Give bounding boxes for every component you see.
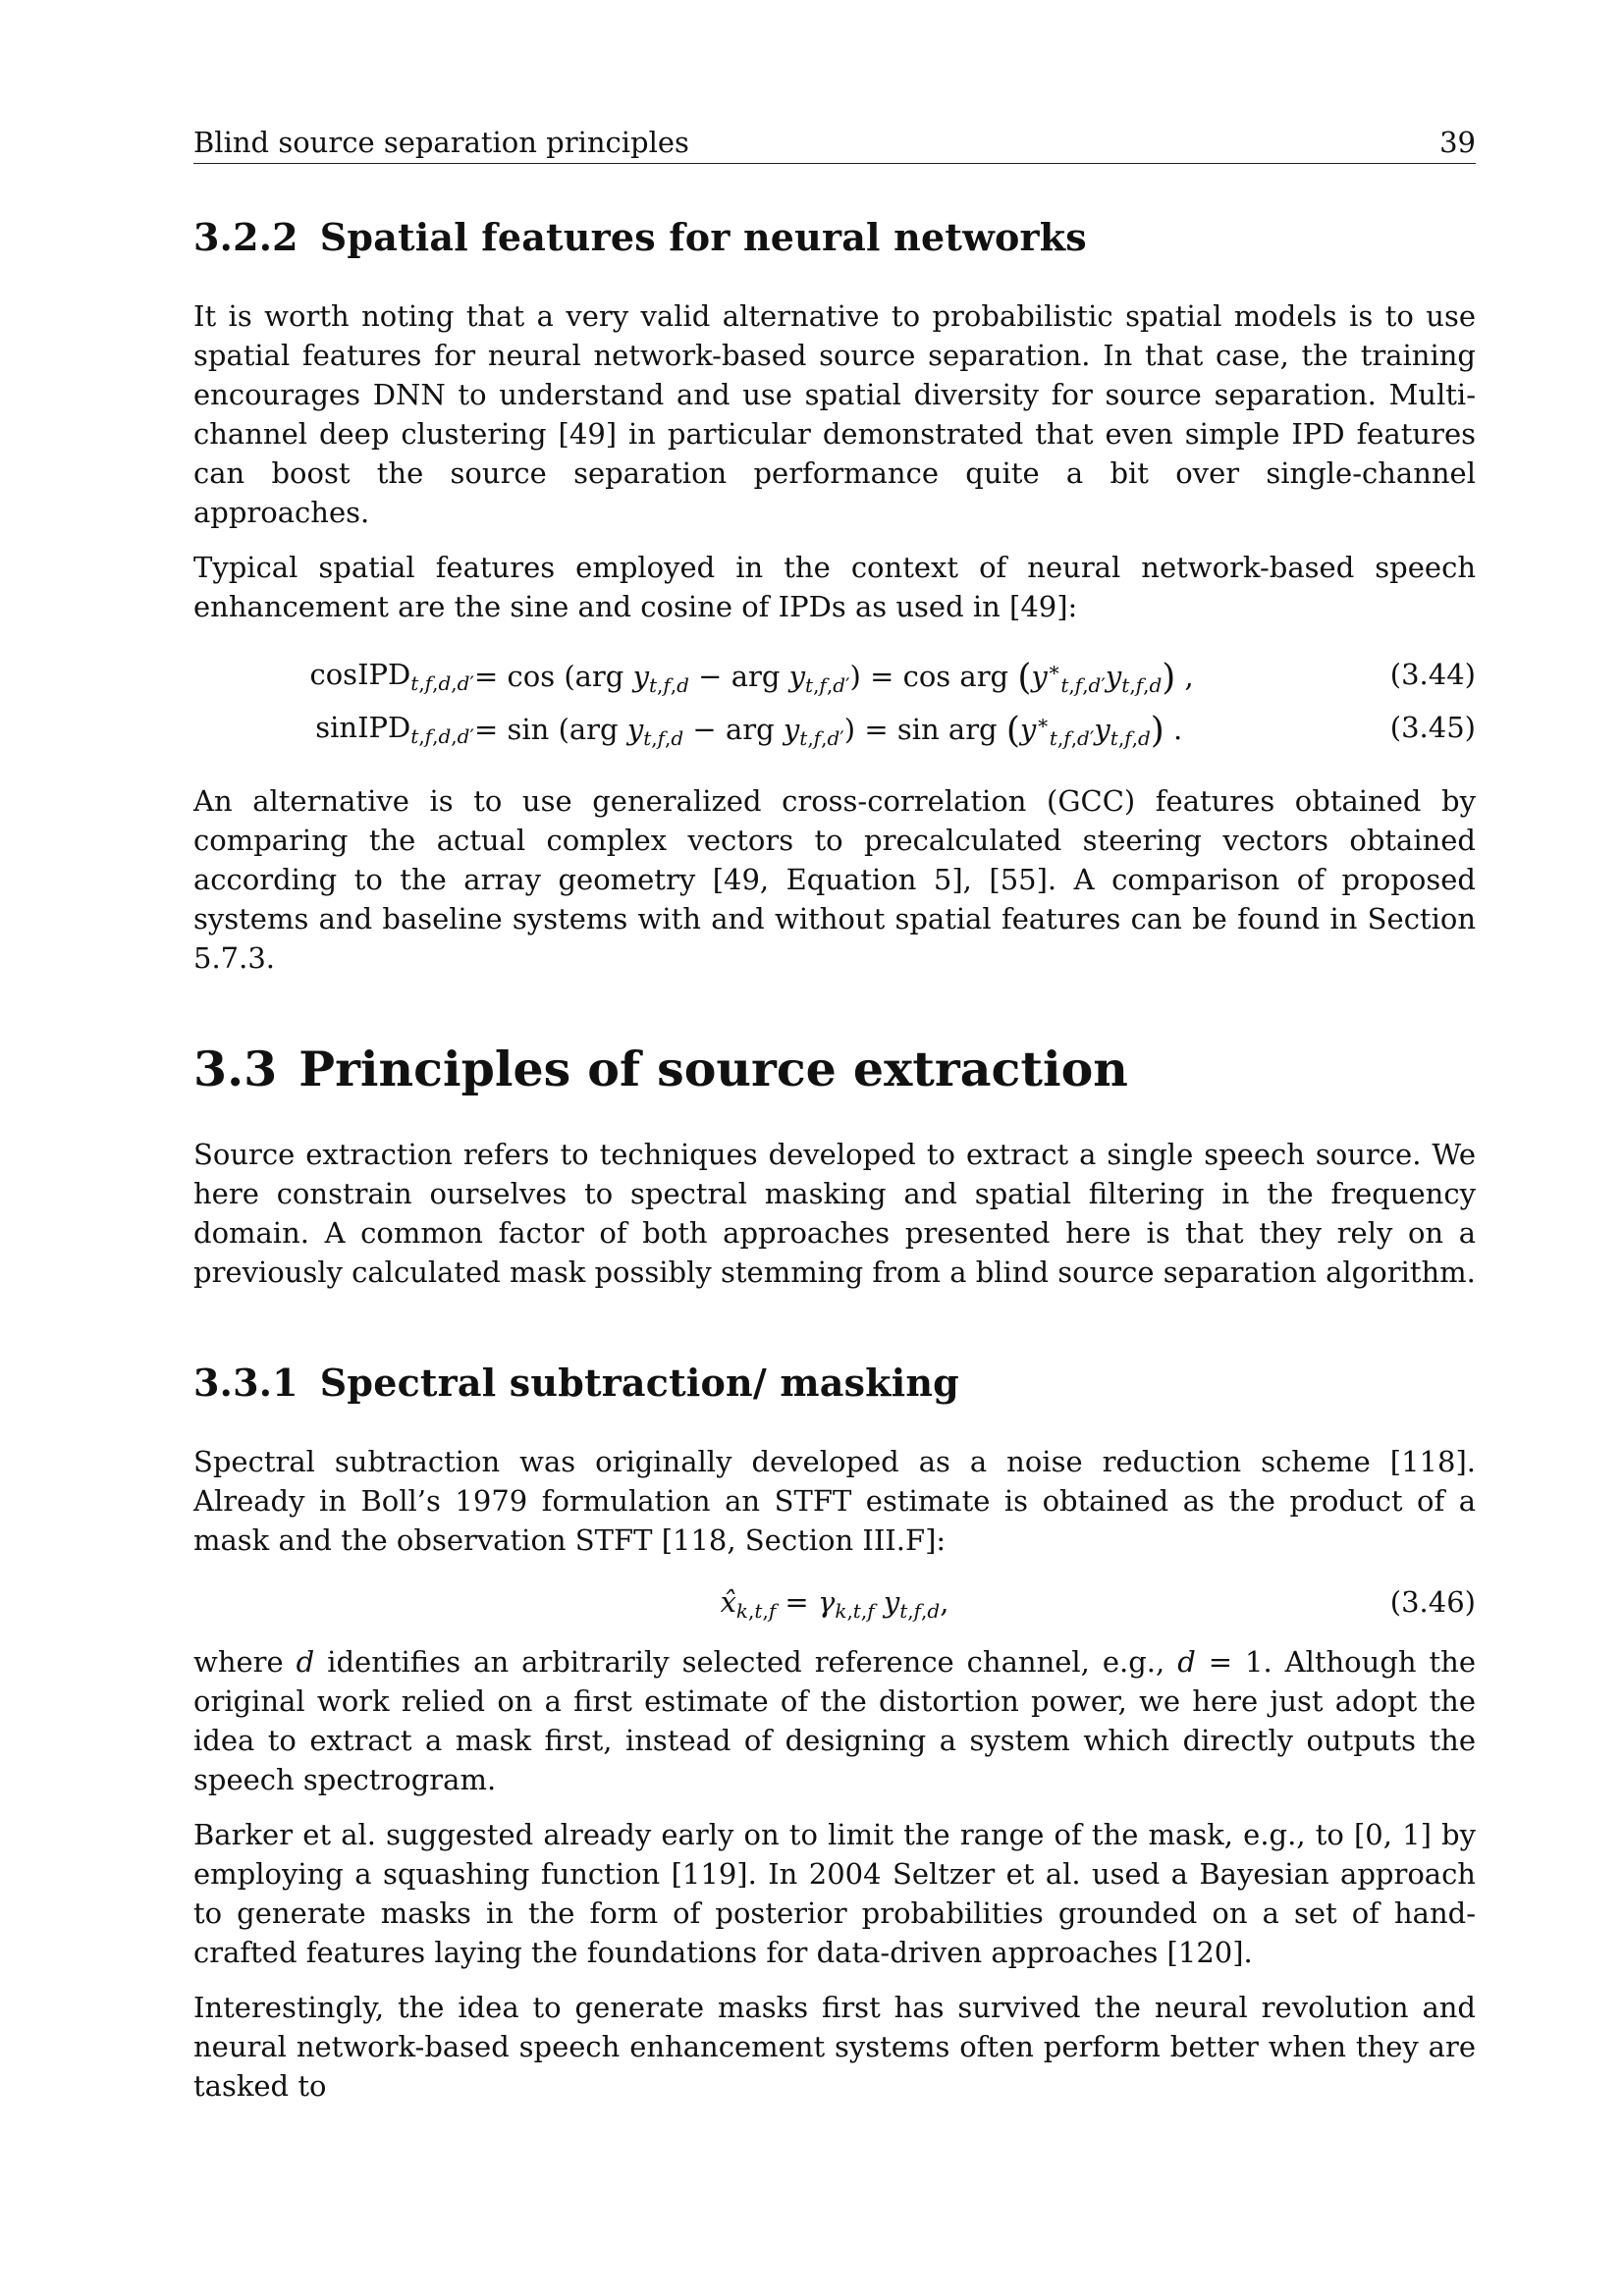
section-3-3-heading xyxy=(193,1041,1476,1097)
page-number: 39 xyxy=(1439,126,1476,159)
paragraph: Barker et al. suggested already early on to limit the range of the mask, e.g., to [0, 1] by employing a squashing function [119]. In 2004 Seltzer et al. used a Bayesian approach to generate masks in the form of posterior probabilities grounded on a set of hand-crafted features laying the foundations for data-driven approaches [120]. xyxy=(193,1818,1476,1969)
equation-rhs: = cos (arg $y_{t,f,d}$ − arg $y_{t,f,d'}) = \cos$ arg $(y^∗_{t,f,d'}y_{t,f,d})$ , xyxy=(474,658,1194,698)
paragraph: Typical spatial features employed in the context of neural network-based speech enhancement are the sine and cosine of IPDs as used in [49]: xyxy=(193,551,1476,623)
paragraph: An alternative is to use generalized cross-correlation (GCC) features obtained by comparing the actual complex vectors to precalculated steering vectors obtained according to the array geometry [49, Equation 5], [55]. A comparison of proposed systems and baseline systems with and without spatial features can be found in Section 5.7.3. xyxy=(193,784,1476,975)
section-number: 3.3.1 xyxy=(193,1361,298,1405)
equation-lhs: sinIPD$_{t,f,d,d'}$ xyxy=(315,711,474,748)
equation-3-44 xyxy=(193,650,1476,703)
paragraph: where d identifies an arbitrarily selected reference channel, e.g., d = 1. Although the original work relied on a first estimate of the distortion power, we here just adopt the idea to extract a mask first, instead of designing a system which directly outputs the speech spectrogram. xyxy=(193,1645,1477,1796)
equation-block-344-345 xyxy=(193,650,1476,756)
page xyxy=(193,126,1476,2106)
section-3-2-2-heading xyxy=(193,215,1476,259)
equation-lhs: cosIPD$_{t,f,d,d'}$ xyxy=(309,658,474,695)
section-number: 3.3 xyxy=(193,1041,278,1097)
equation-3-46 xyxy=(193,1577,1476,1630)
paragraph: Interestingly, the idea to generate masks first has survived the neural revolution and neural network-based speech enhancement systems often perform better when they are tasked to xyxy=(193,1991,1476,2103)
equation-number: (3.45) xyxy=(1389,711,1476,744)
equation-block-346 xyxy=(193,1577,1476,1630)
equation-3-45 xyxy=(193,703,1476,756)
section-title: Spatial features for neural networks xyxy=(319,215,1087,259)
section-3-3-1-heading xyxy=(193,1361,1476,1405)
section-title: Spectral subtraction/ masking xyxy=(319,1361,959,1405)
paragraph: Spectral subtraction was originally developed as a noise reduction scheme [118]. Already in Boll’s 1979 formulation an STFT estimate is obtained as the product of a mask and the observation STFT [118, Section III.F]: xyxy=(193,1445,1476,1557)
equation-body: $x̂_{k,t,f} = \gamma_{k,t,f}$ $y_{t,f,d}$, xyxy=(720,1585,949,1623)
paragraph: It is worth noting that a very valid alternative to probabilistic spatial models is to use spatial features for neural network-based source separation. In that case, the training encourages DNN to understand and use spatial diversity for source separation. Multi-channel deep clustering [49] in particular demonstrated that even simple IPD features can boost the source separation performance quite a bit over single-channel approaches. xyxy=(193,299,1476,529)
section-title: Principles of source extraction xyxy=(298,1041,1128,1097)
running-header xyxy=(193,126,1476,164)
equation-number: (3.44) xyxy=(1389,658,1476,691)
running-title: Blind source separation principles xyxy=(193,126,689,159)
equation-number: (3.46) xyxy=(1389,1585,1476,1619)
paragraph: Source extraction refers to techniques developed to extract a single speech source. We here constrain ourselves to spectral masking and spatial filtering in the frequency domain. A common factor of both approaches presented here is that they rely on a previously calculated mask possibly stemming from a blind source separation algorithm. xyxy=(193,1138,1476,1289)
section-number: 3.2.2 xyxy=(193,215,298,259)
equation-rhs: = sin (arg $y_{t,f,d}$ − arg $y_{t,f,d'}) = \sin$ arg $(y^∗_{t,f,d'}y_{t,f,d})$ . xyxy=(474,711,1183,751)
